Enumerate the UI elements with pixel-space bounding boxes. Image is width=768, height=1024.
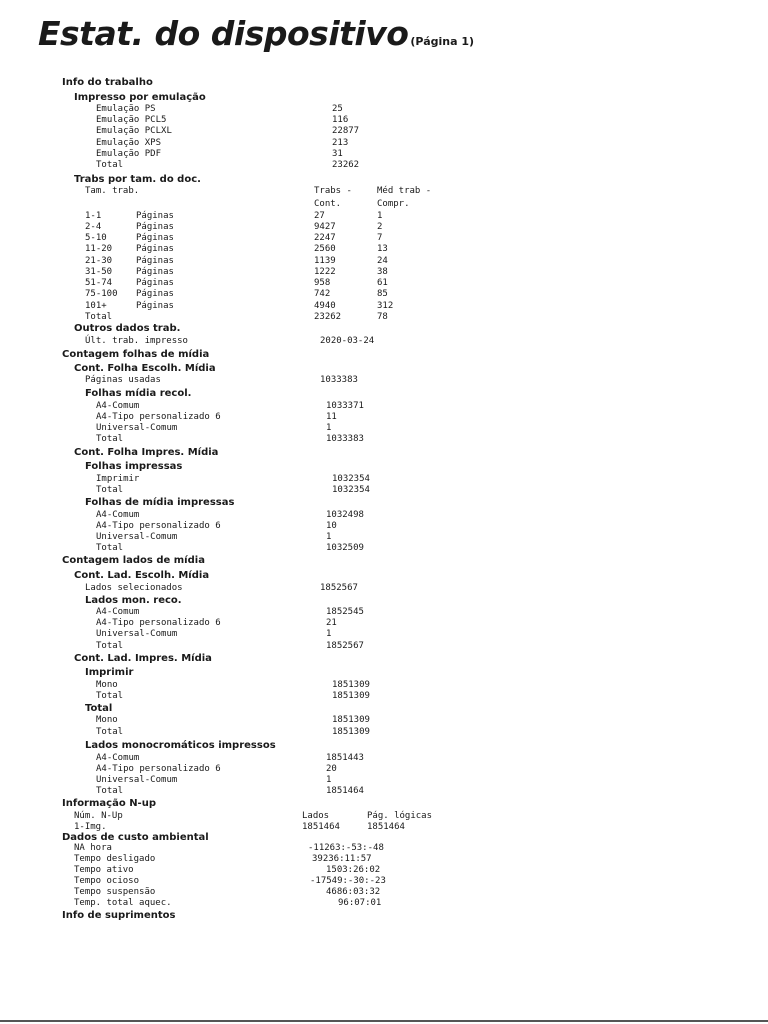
title-text: Estat. do dispositivo xyxy=(38,14,409,53)
stat-value: 1851464 xyxy=(302,822,340,832)
stat-label: Universal-Comum xyxy=(96,423,178,433)
stat-value: 20 xyxy=(326,764,337,774)
stat-label: Universal-Comum xyxy=(96,775,178,785)
stat-value: 1851464 xyxy=(326,786,364,796)
stat-value: 1503:26:02 xyxy=(326,865,381,875)
page-bottom-edge xyxy=(0,1020,768,1022)
stat-label: A4-Comum xyxy=(96,510,140,520)
stat-label: A4-Tipo personalizado 6 xyxy=(96,618,221,628)
stat-label: 75-100 xyxy=(85,289,118,299)
stat-value: Méd trab - xyxy=(377,186,432,196)
stat-value: 1032509 xyxy=(326,543,364,553)
stat-value: 1 xyxy=(326,532,332,542)
stat-value: 1032354 xyxy=(332,485,370,495)
stat-label: Tempo ativo xyxy=(74,865,134,875)
stat-value: 85 xyxy=(377,289,388,299)
section-heading: Cont. Folha Escolh. Mídia xyxy=(74,363,216,374)
stat-value: 1851309 xyxy=(332,680,370,690)
stat-value: Páginas xyxy=(136,289,174,299)
stat-label: 1-Img. xyxy=(74,822,107,832)
stat-label: Total xyxy=(96,543,124,553)
stat-value: 1222 xyxy=(314,267,336,277)
stat-label: Total xyxy=(96,485,124,495)
stat-value: 24 xyxy=(377,256,388,266)
section-heading: Cont. Lad. Impres. Mídia xyxy=(74,653,212,664)
stat-value: Páginas xyxy=(136,233,174,243)
stat-value: 9427 xyxy=(314,222,336,232)
stat-value: 27 xyxy=(314,211,325,221)
stat-value: 31 xyxy=(332,149,343,159)
stat-label: Total xyxy=(96,691,124,701)
section-heading: Contagem folhas de mídia xyxy=(62,349,210,360)
stat-value: 1852567 xyxy=(326,641,364,651)
stat-label: Páginas usadas xyxy=(85,375,161,385)
stat-value: 10 xyxy=(326,521,337,531)
section-heading: Lados monocromáticos impressos xyxy=(85,740,276,751)
stat-value: 1851464 xyxy=(367,822,405,832)
stat-label: Total xyxy=(96,160,124,170)
stat-label: 1-1 xyxy=(85,211,102,221)
stat-value: Compr. xyxy=(377,199,410,209)
stat-value: 1 xyxy=(377,211,383,221)
section-heading: Impresso por emulação xyxy=(74,92,206,103)
stat-label: A4-Comum xyxy=(96,753,140,763)
stat-value: 39236:11:57 xyxy=(312,854,372,864)
stat-value: Cont. xyxy=(314,199,342,209)
section-heading: Trabs por tam. do doc. xyxy=(74,174,201,185)
section-heading: Cont. Folha Impres. Mídia xyxy=(74,447,219,458)
stat-label: A4-Tipo personalizado 6 xyxy=(96,521,221,531)
stat-value: 11 xyxy=(326,412,337,422)
stat-value: 2247 xyxy=(314,233,336,243)
stat-label: Tempo desligado xyxy=(74,854,156,864)
section-heading: Lados mon. reco. xyxy=(85,595,182,606)
stat-value: Páginas xyxy=(136,244,174,254)
stat-label: Total xyxy=(96,434,124,444)
stat-value: Páginas xyxy=(136,256,174,266)
stat-value: -11263:-53:-48 xyxy=(308,843,384,853)
stat-value: 78 xyxy=(377,312,388,322)
stat-value: Lados xyxy=(302,811,330,821)
stat-label: 31-50 xyxy=(85,267,113,277)
stat-label: Universal-Comum xyxy=(96,532,178,542)
stat-value: 2020-03-24 xyxy=(320,336,375,346)
stat-label: A4-Comum xyxy=(96,607,140,617)
section-heading: Folhas impressas xyxy=(85,461,183,472)
stat-value: 4940 xyxy=(314,301,336,311)
stat-label: Mono xyxy=(96,715,118,725)
stat-value: Páginas xyxy=(136,267,174,277)
stat-value: 1 xyxy=(326,775,332,785)
stat-label: Últ. trab. impresso xyxy=(85,336,188,346)
section-heading: Total xyxy=(85,703,113,714)
stat-label: A4-Comum xyxy=(96,401,140,411)
stat-value: 38 xyxy=(377,267,388,277)
section-heading: Dados de custo ambiental xyxy=(62,832,209,843)
stat-label: Universal-Comum xyxy=(96,629,178,639)
stat-label: Emulação XPS xyxy=(96,138,162,148)
stat-value: 1851443 xyxy=(326,753,364,763)
stat-label: 51-74 xyxy=(85,278,113,288)
stat-value: 1851309 xyxy=(332,691,370,701)
stat-value: Trabs - xyxy=(314,186,352,196)
section-heading: Info de suprimentos xyxy=(62,910,176,921)
stat-value: 1032498 xyxy=(326,510,364,520)
section-heading: Folhas de mídia impressas xyxy=(85,497,235,508)
section-heading: Info do trabalho xyxy=(62,77,153,88)
stat-value: 1 xyxy=(326,423,332,433)
stat-label: Mono xyxy=(96,680,118,690)
stat-value: 1852567 xyxy=(320,583,358,593)
stat-value: 958 xyxy=(314,278,331,288)
section-heading: Imprimir xyxy=(85,667,134,678)
stat-value: 21 xyxy=(326,618,337,628)
stat-label: Total xyxy=(96,641,124,651)
stat-value: 1033383 xyxy=(326,434,364,444)
stat-label: 101+ xyxy=(85,301,107,311)
stat-label: Emulação PCLXL xyxy=(96,126,172,136)
section-heading: Informação N-up xyxy=(62,798,156,809)
stat-label: Núm. N-Up xyxy=(74,811,123,821)
stat-label: 21-30 xyxy=(85,256,113,266)
stat-label: Emulação PCL5 xyxy=(96,115,167,125)
stat-value: 1032354 xyxy=(332,474,370,484)
stat-value: Pág. lógicas xyxy=(367,811,433,821)
stat-label: Total xyxy=(96,727,124,737)
stat-value: 23262 xyxy=(332,160,360,170)
section-heading: Outros dados trab. xyxy=(74,323,181,334)
stat-value: 1033371 xyxy=(326,401,364,411)
stat-value: 1033383 xyxy=(320,375,358,385)
stat-value: 2560 xyxy=(314,244,336,254)
stat-value: 312 xyxy=(377,301,394,311)
stat-label: Total xyxy=(85,312,113,322)
stat-value: 7 xyxy=(377,233,383,243)
stat-label: Emulação PS xyxy=(96,104,156,114)
stat-value: 2 xyxy=(377,222,383,232)
stat-label: 2-4 xyxy=(85,222,102,232)
stat-value: 213 xyxy=(332,138,349,148)
stat-label: Tempo suspensão xyxy=(74,887,156,897)
stat-value: 22877 xyxy=(332,126,360,136)
stat-label: A4-Tipo personalizado 6 xyxy=(96,764,221,774)
stat-label: 11-20 xyxy=(85,244,113,254)
page-number-label: (Página 1) xyxy=(410,35,475,48)
stat-value: Páginas xyxy=(136,301,174,311)
stat-value: Páginas xyxy=(136,222,174,232)
stat-value: 23262 xyxy=(314,312,342,322)
section-heading: Cont. Lad. Escolh. Mídia xyxy=(74,570,210,581)
section-heading: Folhas mídia recol. xyxy=(85,388,192,399)
page-title xyxy=(38,14,474,53)
stat-value: 1851309 xyxy=(332,727,370,737)
stat-value: Páginas xyxy=(136,278,174,288)
stat-value: 61 xyxy=(377,278,388,288)
stat-label: Lados selecionados xyxy=(85,583,183,593)
stat-value: 742 xyxy=(314,289,331,299)
stat-value: 1 xyxy=(326,629,332,639)
stat-value: 25 xyxy=(332,104,343,114)
stat-label: Imprimir xyxy=(96,474,140,484)
stat-value: 116 xyxy=(332,115,349,125)
stat-value: 1851309 xyxy=(332,715,370,725)
stat-label: A4-Tipo personalizado 6 xyxy=(96,412,221,422)
stat-label: Tempo ocioso xyxy=(74,876,140,886)
stat-label: Tam. trab. xyxy=(85,186,140,196)
stat-value: 1139 xyxy=(314,256,336,266)
stat-label: Emulação PDF xyxy=(96,149,162,159)
stat-value: 13 xyxy=(377,244,388,254)
stat-value: 1852545 xyxy=(326,607,364,617)
stat-label: NA hora xyxy=(74,843,112,853)
stat-label: Temp. total aquec. xyxy=(74,898,172,908)
stat-value: -17549:-30:-23 xyxy=(310,876,386,886)
stat-label: Total xyxy=(96,786,124,796)
stat-value: Páginas xyxy=(136,211,174,221)
section-heading: Contagem lados de mídia xyxy=(62,555,205,566)
stat-value: 4686:03:32 xyxy=(326,887,381,897)
stat-value: 96:07:01 xyxy=(338,898,382,908)
stat-label: 5-10 xyxy=(85,233,107,243)
